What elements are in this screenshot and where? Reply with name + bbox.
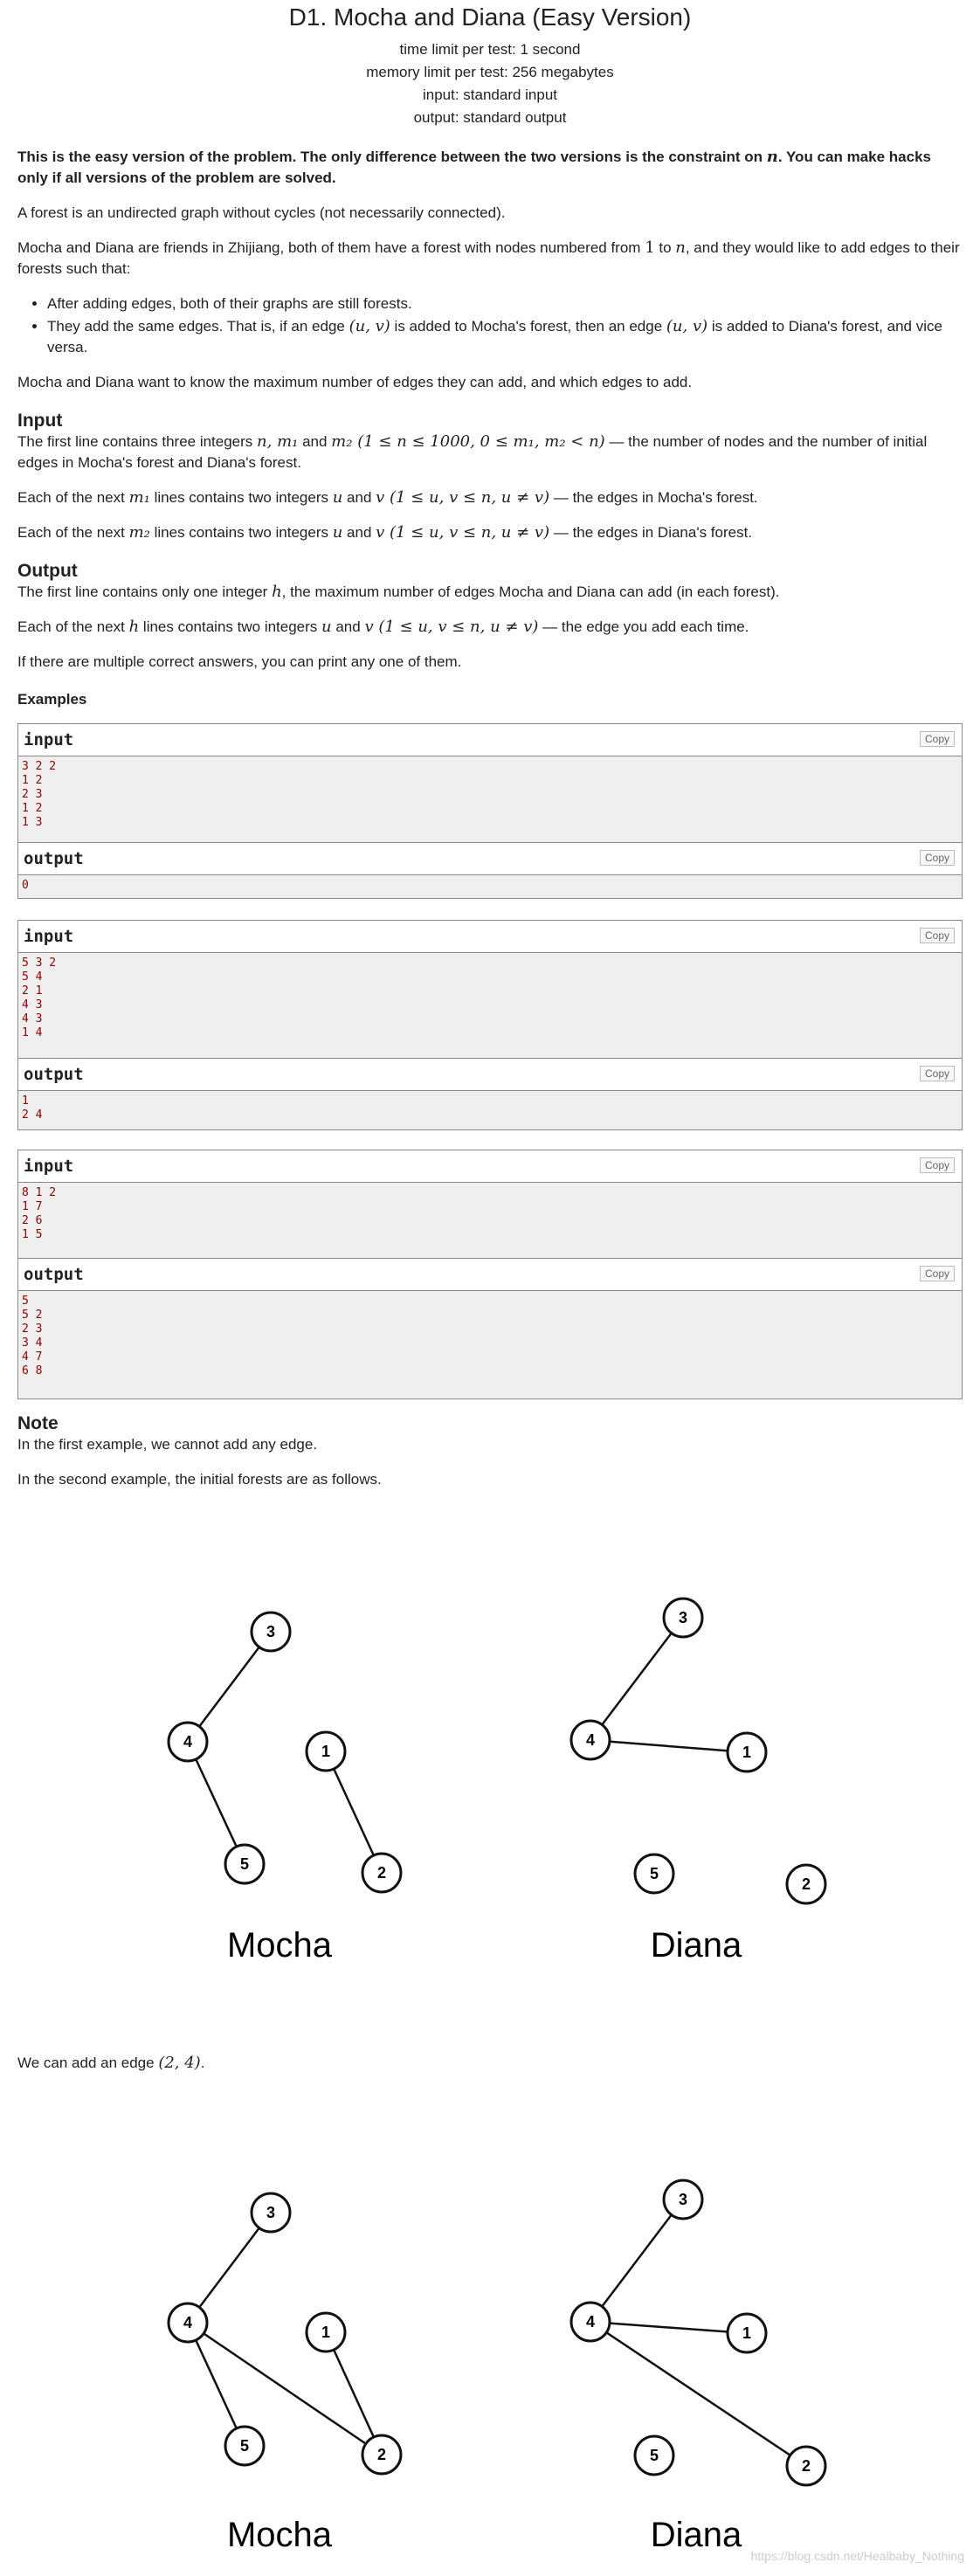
copy-button[interactable]: Copy [920,928,955,943]
node [225,1845,264,1883]
example-input: 5 3 2 5 4 2 1 4 3 4 3 1 4 [18,953,962,1058]
svg-text:5: 5 [649,2447,659,2464]
edge [188,1632,271,1742]
svg-text:5: 5 [239,1855,250,1873]
copy-button[interactable]: Copy [920,731,955,747]
output-label: output [24,1265,84,1284]
mocha-label: Mocha [226,1926,333,1965]
input-spec: input: standard input [422,86,558,103]
time-limit: time limit per test: 1 second [399,41,581,58]
input-label: input [24,927,74,946]
example-2 [17,920,963,1130]
svg-text:3: 3 [266,1623,276,1640]
node [362,2435,401,2474]
node [252,2193,290,2232]
mocha-graph [169,2193,401,2554]
svg-text:1: 1 [321,1743,331,1760]
edge [590,1740,747,1752]
node [362,1854,401,1892]
output-line-1: The first line contains only one integer h, the maximum number of edges Mocha and Diana can add (in each forest). [17,583,780,601]
node [635,2436,673,2475]
note-section [17,1413,963,1490]
input-label: input [24,1157,74,1176]
copy-button[interactable]: Copy [920,1266,955,1281]
initial-forests-figure [0,1511,980,2000]
output-spec: output: standard output [413,109,567,126]
input-line-3: Each of the next m₂ lines contains two integers u and v (1 ≤ u, v ≤ n, u ≠ v) — the edges in Diana's forest. [17,523,753,542]
conditions-list [17,294,963,358]
svg-text:4: 4 [585,1731,596,1749]
example-output: 5 5 2 2 3 3 4 4 7 6 8 [18,1291,962,1398]
mocha-label: Mocha [226,2516,333,2554]
edge [188,2213,271,2323]
input-line-2: Each of the next m₁ lines contains two integers u and v (1 ≤ u, v ≤ n, u ≠ v) — the edges in Mocha's forest. [17,488,758,507]
example-1 [17,723,963,899]
watermark: https://blog.csdn.net/Healbaby_Nothing [750,2549,964,2563]
input-label: input [24,730,74,749]
node [307,2313,345,2352]
svg-text:3: 3 [678,1609,688,1626]
svg-text:4: 4 [183,1733,193,1751]
memory-limit: memory limit per test: 256 megabytes [366,64,614,80]
node [728,1733,766,1771]
node [169,2303,207,2342]
input-line-1: The first line contains three integers n, m₁ and m₂ (1 ≤ n ≤ 1000, 0 ≤ m₁, m₂ < n) — the number of nodes and the number of initial edges in Mocha's forest and Diana's forest. [17,432,928,471]
svg-text:1: 1 [742,2324,752,2342]
example-input: 8 1 2 1 7 2 6 1 5 [18,1183,962,1258]
svg-text:1: 1 [321,2324,331,2341]
example-input: 3 2 2 1 2 2 3 1 2 1 3 [18,756,962,842]
node [787,2447,825,2485]
node [664,2180,702,2219]
condition-item: • After adding edges, both of their graphs are still forests. [47,294,963,314]
diana-graph [571,2180,825,2554]
easy-version-note: This is the easy version of the problem. The only difference between the two versions is the constraint on n. You can make hacks only if all versions of the problem are solved. [17,148,931,186]
example-3 [17,1150,963,1399]
svg-text:2: 2 [376,1864,387,1882]
svg-text:4: 4 [585,2313,596,2331]
friends-paragraph: Mocha and Diana are friends in Zhijiang, both of them have a forest with nodes numbered from 1 to n, and they would like to add edges to their forests such that: [17,238,960,277]
copy-button[interactable]: Copy [920,1066,955,1081]
edge [590,2322,747,2333]
output-line-3: If there are multiple correct answers, you can print any one of them. [17,653,462,670]
edge [590,2200,683,2322]
input-heading: Input [17,411,63,431]
svg-text:5: 5 [239,2437,250,2455]
diana-graph [571,1599,825,1965]
node [571,2303,610,2341]
note-heading: Note [17,1413,59,1433]
svg-text:2: 2 [801,1875,811,1893]
note-third: We can add an edge (2, 4). [17,2054,205,2072]
example-output: 0 [18,875,962,898]
edge [590,2322,806,2466]
note-second: In the second example, the initial forests are as follows. [17,1471,382,1488]
output-label: output [24,849,84,868]
node [664,1599,702,1637]
svg-text:4: 4 [183,2314,193,2331]
problem-statement [17,0,963,709]
example-output: 1 2 4 [18,1091,962,1129]
output-label: output [24,1065,84,1084]
diana-label: Diana [650,2516,742,2554]
output-line-2: Each of the next h lines contains two integers u and v (1 ≤ u, v ≤ n, u ≠ v) — the edge you add each time. [17,618,749,636]
limits [17,38,963,129]
edge [590,1618,683,1740]
svg-text:5: 5 [649,1865,659,1882]
svg-text:2: 2 [376,2446,387,2463]
node [787,1865,825,1903]
node [225,2427,264,2465]
mocha-graph [169,1613,401,1965]
copy-button[interactable]: Copy [920,1157,955,1173]
node [169,1723,207,1761]
result-forests-figure [0,2083,980,2576]
node [728,2314,766,2352]
output-heading: Output [17,561,78,581]
svg-text:3: 3 [266,2204,276,2221]
node [571,1721,610,1759]
svg-text:3: 3 [678,2191,688,2208]
examples-heading: Examples [17,691,87,708]
node [307,1732,345,1771]
diana-label: Diana [650,1926,742,1965]
problem-title: D1. Mocha and Diana (Easy Version) [288,3,692,31]
svg-text:2: 2 [801,2457,811,2475]
node [635,1854,673,1893]
forest-definition: A forest is an undirected graph without cycles (not necessarily connected). [17,204,506,221]
svg-text:1: 1 [742,1744,752,1761]
copy-button[interactable]: Copy [920,850,955,866]
goal-paragraph: Mocha and Diana want to know the maximum number of edges they can add, and which edges to add. [17,374,693,390]
note-first: In the first example, we cannot add any edge. [17,1436,318,1453]
condition-item: • They add the same edges. That is, if an edge (u, v) is added to Mocha's forest, then an edge (u, v) is added to Diana's forest, and vice versa. [47,316,963,358]
node [252,1613,290,1651]
